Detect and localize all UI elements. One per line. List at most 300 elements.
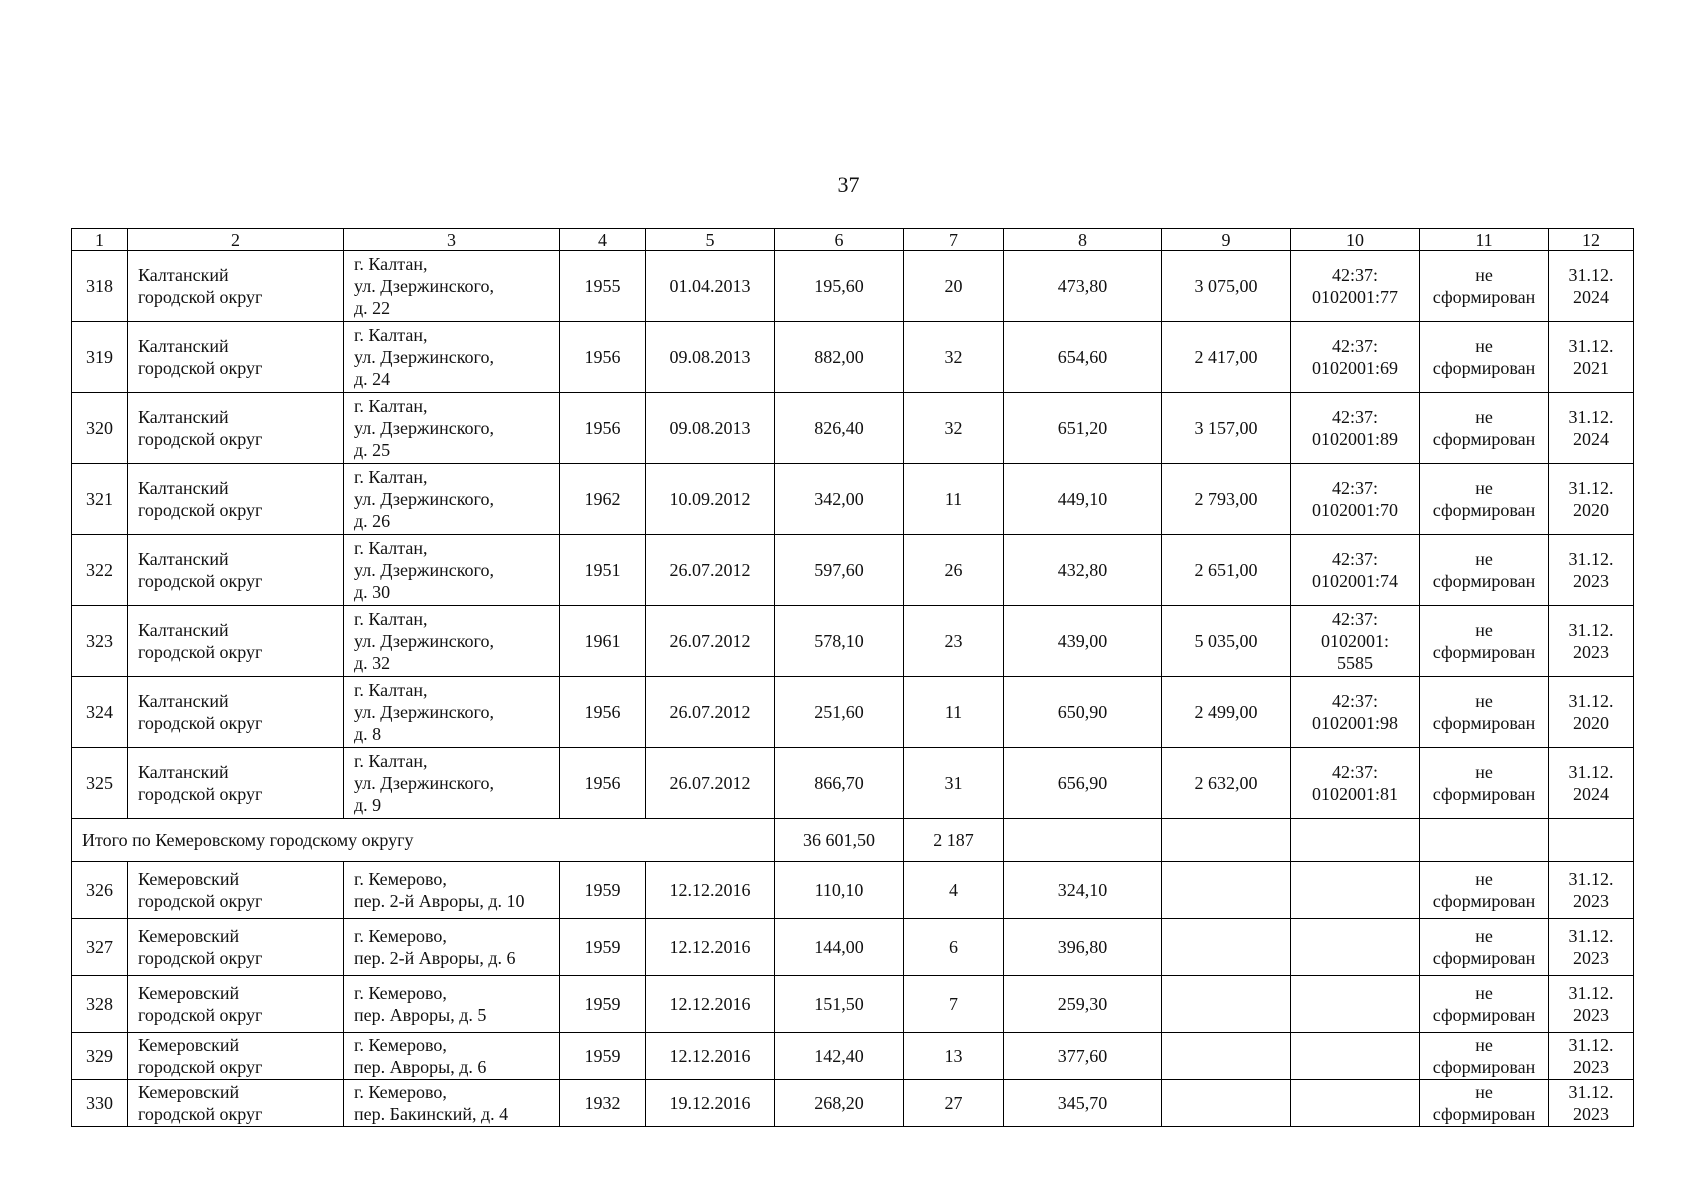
cadastral-number-cell-line: 0102001:81	[1311, 784, 1398, 804]
residents-cell: 6	[904, 919, 1004, 976]
year-built-cell: 1956	[560, 748, 646, 819]
empty-cell	[1004, 819, 1162, 862]
cadastral-number-cell	[1291, 393, 1420, 464]
cadastral-number-cell	[1291, 1033, 1420, 1080]
cadastral-number-cell-line: 42:37:	[1331, 762, 1378, 782]
residents-cell: 23	[904, 606, 1004, 677]
year-built-cell: 1955	[560, 251, 646, 322]
col9-cell: 2 651,00	[1162, 535, 1291, 606]
address-cell	[344, 677, 560, 748]
address-cell-line: г. Калтан,	[354, 609, 428, 629]
year-built-cell: 1959	[560, 976, 646, 1033]
address-cell-line: д. 9	[354, 795, 382, 815]
planned-date-cell	[1549, 1080, 1634, 1127]
column-number: 7	[904, 229, 1004, 251]
address-cell	[344, 251, 560, 322]
planned-date-cell	[1549, 606, 1634, 677]
residents-cell: 20	[904, 251, 1004, 322]
year-built-cell: 1959	[560, 1033, 646, 1080]
year-built-cell: 1956	[560, 322, 646, 393]
table-row	[72, 393, 1634, 464]
planned-date-cell-line: 2023	[1573, 1057, 1609, 1077]
col8-cell: 324,10	[1004, 862, 1162, 919]
land-status-cell	[1420, 748, 1549, 819]
planned-date-cell	[1549, 976, 1634, 1033]
col9-cell: 3 157,00	[1162, 393, 1291, 464]
planned-date-cell-line: 2023	[1573, 642, 1609, 662]
land-status-line: не	[1475, 1082, 1493, 1102]
planned-date-cell-line: 31.12.	[1568, 549, 1614, 569]
municipality-cell	[128, 606, 344, 677]
address-cell-line: г. Калтан,	[354, 680, 428, 700]
address-cell-line: пер. Бакинский, д. 4	[354, 1104, 509, 1124]
address-cell-line: пер. Авроры, д. 5	[354, 1005, 487, 1025]
row-number: 319	[72, 322, 128, 393]
municipality-cell-line: Кемеровский	[138, 983, 240, 1003]
column-number: 1	[72, 229, 128, 251]
land-status-cell	[1420, 919, 1549, 976]
empty-cell	[1420, 819, 1549, 862]
land-status-line: сформирован	[1432, 1104, 1536, 1124]
municipality-cell-line: Калтанский	[138, 620, 229, 640]
row-number: 323	[72, 606, 128, 677]
empty-cell	[1291, 819, 1420, 862]
planned-date-cell	[1549, 322, 1634, 393]
row-number: 330	[72, 1080, 128, 1127]
planned-date-cell	[1549, 535, 1634, 606]
col8-cell: 259,30	[1004, 976, 1162, 1033]
land-status-line: не	[1475, 620, 1493, 640]
column-number-row	[72, 229, 1634, 251]
cadastral-number-cell-line: 42:37:	[1331, 609, 1378, 629]
municipality-cell-line: городской округ	[138, 948, 263, 968]
cadastral-number-cell-line: 42:37:	[1331, 336, 1378, 356]
year-built-cell: 1951	[560, 535, 646, 606]
municipality-cell-line: городской округ	[138, 358, 263, 378]
year-built-cell: 1932	[560, 1080, 646, 1127]
column-number: 12	[1549, 229, 1634, 251]
planned-date-cell-line: 31.12.	[1568, 407, 1614, 427]
residents-cell: 11	[904, 464, 1004, 535]
year-built-cell: 1956	[560, 677, 646, 748]
address-cell-line: ул. Дзержинского,	[354, 560, 494, 580]
col8-cell: 432,80	[1004, 535, 1162, 606]
row-number: 324	[72, 677, 128, 748]
cadastral-number-cell-line: 42:37:	[1331, 549, 1378, 569]
residents-cell: 11	[904, 677, 1004, 748]
col9-cell: 2 417,00	[1162, 322, 1291, 393]
municipality-cell	[128, 251, 344, 322]
address-cell-line: ул. Дзержинского,	[354, 773, 494, 793]
address-cell-line: г. Калтан,	[354, 254, 428, 274]
municipality-cell-line: Калтанский	[138, 265, 229, 285]
col9-cell	[1162, 862, 1291, 919]
land-status-line: сформирован	[1432, 784, 1536, 804]
planned-date-cell-line: 2023	[1573, 891, 1609, 911]
address-cell-line: д. 26	[354, 511, 391, 531]
address-cell-line: г. Кемерово,	[354, 1082, 447, 1102]
row-number: 318	[72, 251, 128, 322]
cadastral-number-cell-line: 0102001:89	[1311, 429, 1398, 449]
municipality-cell	[128, 862, 344, 919]
address-cell-line: г. Калтан,	[354, 396, 428, 416]
municipality-cell-line: городской округ	[138, 500, 263, 520]
col9-cell: 2 632,00	[1162, 748, 1291, 819]
land-status-line: не	[1475, 549, 1493, 569]
municipality-cell-line: Кемеровский	[138, 869, 240, 889]
table-row	[72, 748, 1634, 819]
recognition-date-cell: 19.12.2016	[646, 1080, 775, 1127]
col8-cell: 650,90	[1004, 677, 1162, 748]
cadastral-number-cell	[1291, 535, 1420, 606]
land-status-line: не	[1475, 869, 1493, 889]
land-status-cell	[1420, 606, 1549, 677]
planned-date-cell-line: 2024	[1573, 287, 1609, 307]
planned-date-cell-line: 31.12.	[1568, 478, 1614, 498]
planned-date-cell-line: 2020	[1573, 500, 1609, 520]
land-status-line: сформирован	[1432, 500, 1536, 520]
address-cell-line: д. 22	[354, 298, 391, 318]
total-area: 36 601,50	[775, 819, 904, 862]
row-number: 325	[72, 748, 128, 819]
municipality-cell-line: городской округ	[138, 287, 263, 307]
address-cell	[344, 748, 560, 819]
municipality-cell-line: городской округ	[138, 1104, 263, 1124]
municipality-cell	[128, 1080, 344, 1127]
page-number: 37	[837, 172, 860, 197]
planned-date-cell	[1549, 464, 1634, 535]
land-status-cell	[1420, 464, 1549, 535]
area-cell: 882,00	[775, 322, 904, 393]
empty-cell	[1162, 819, 1291, 862]
municipality-cell	[128, 464, 344, 535]
table-row	[72, 606, 1634, 677]
address-cell-line: ул. Дзержинского,	[354, 276, 494, 296]
address-cell-line: г. Кемерово,	[354, 869, 447, 889]
land-status-cell	[1420, 677, 1549, 748]
municipality-cell	[128, 976, 344, 1033]
land-status-line: сформирован	[1432, 571, 1536, 591]
planned-date-cell-line: 2021	[1573, 358, 1609, 378]
municipality-cell	[128, 535, 344, 606]
land-status-line: не	[1475, 983, 1493, 1003]
recognition-date-cell: 26.07.2012	[646, 535, 775, 606]
col8-cell: 651,20	[1004, 393, 1162, 464]
recognition-date-cell: 12.12.2016	[646, 862, 775, 919]
recognition-date-cell: 12.12.2016	[646, 1033, 775, 1080]
recognition-date-cell: 26.07.2012	[646, 677, 775, 748]
column-number: 8	[1004, 229, 1162, 251]
col8-cell: 656,90	[1004, 748, 1162, 819]
planned-date-cell	[1549, 919, 1634, 976]
table-row	[72, 251, 1634, 322]
recognition-date-cell: 12.12.2016	[646, 976, 775, 1033]
land-status-line: сформирован	[1432, 642, 1536, 662]
col8-cell: 377,60	[1004, 1033, 1162, 1080]
column-number: 2	[128, 229, 344, 251]
row-number: 320	[72, 393, 128, 464]
planned-date-cell-line: 31.12.	[1568, 691, 1614, 711]
col8-cell: 654,60	[1004, 322, 1162, 393]
year-built-cell: 1956	[560, 393, 646, 464]
planned-date-cell-line: 31.12.	[1568, 336, 1614, 356]
municipality-cell-line: Калтанский	[138, 478, 229, 498]
municipality-cell-line: городской округ	[138, 784, 263, 804]
address-cell-line: пер. Авроры, д. 6	[354, 1057, 487, 1077]
recognition-date-cell: 26.07.2012	[646, 606, 775, 677]
land-status-line: не	[1475, 265, 1493, 285]
cadastral-number-cell	[1291, 322, 1420, 393]
municipality-cell-line: городской округ	[138, 429, 263, 449]
residents-cell: 27	[904, 1080, 1004, 1127]
address-cell	[344, 535, 560, 606]
area-cell: 597,60	[775, 535, 904, 606]
recognition-date-cell: 10.09.2012	[646, 464, 775, 535]
planned-date-cell-line: 31.12.	[1568, 869, 1614, 889]
recognition-date-cell: 12.12.2016	[646, 919, 775, 976]
residents-cell: 4	[904, 862, 1004, 919]
land-status-line: сформирован	[1432, 713, 1536, 733]
residents-cell: 32	[904, 322, 1004, 393]
cadastral-number-cell-line: 0102001:70	[1311, 500, 1398, 520]
col9-cell	[1162, 1080, 1291, 1127]
area-cell: 151,50	[775, 976, 904, 1033]
land-status-line: сформирован	[1432, 948, 1536, 968]
column-number: 3	[344, 229, 560, 251]
area-cell: 342,00	[775, 464, 904, 535]
address-cell-line: г. Калтан,	[354, 325, 428, 345]
land-status-cell	[1420, 535, 1549, 606]
cadastral-number-cell	[1291, 862, 1420, 919]
planned-date-cell	[1549, 748, 1634, 819]
col8-cell: 449,10	[1004, 464, 1162, 535]
cadastral-number-cell	[1291, 919, 1420, 976]
planned-date-cell-line: 2023	[1573, 1104, 1609, 1124]
col9-cell: 2 499,00	[1162, 677, 1291, 748]
area-cell: 268,20	[775, 1080, 904, 1127]
total-label: Итого по Кемеровскому городскому округу	[72, 819, 775, 862]
municipality-cell	[128, 677, 344, 748]
land-status-line: сформирован	[1432, 1005, 1536, 1025]
area-cell: 195,60	[775, 251, 904, 322]
planned-date-cell-line: 31.12.	[1568, 1082, 1614, 1102]
address-cell-line: д. 32	[354, 653, 391, 673]
address-cell	[344, 606, 560, 677]
land-status-cell	[1420, 393, 1549, 464]
address-cell	[344, 862, 560, 919]
cadastral-number-cell	[1291, 748, 1420, 819]
total-row	[72, 819, 1634, 862]
address-cell	[344, 1033, 560, 1080]
area-cell: 142,40	[775, 1033, 904, 1080]
residents-cell: 32	[904, 393, 1004, 464]
municipality-cell-line: Калтанский	[138, 691, 229, 711]
cadastral-number-cell-line: 42:37:	[1331, 691, 1378, 711]
table-row	[72, 1033, 1634, 1080]
municipality-cell	[128, 919, 344, 976]
cadastral-number-cell-line: 0102001:	[1320, 631, 1389, 651]
land-status-line: сформирован	[1432, 429, 1536, 449]
address-cell-line: ул. Дзержинского,	[354, 631, 494, 651]
cadastral-number-cell-line: 0102001:77	[1311, 287, 1398, 307]
planned-date-cell-line: 2020	[1573, 713, 1609, 733]
col8-cell: 345,70	[1004, 1080, 1162, 1127]
address-cell-line: г. Кемерово,	[354, 983, 447, 1003]
year-built-cell: 1962	[560, 464, 646, 535]
col9-cell	[1162, 919, 1291, 976]
recognition-date-cell: 01.04.2013	[646, 251, 775, 322]
municipality-cell-line: Кемеровский	[138, 926, 240, 946]
land-status-line: не	[1475, 336, 1493, 356]
land-status-line: не	[1475, 1035, 1493, 1055]
col9-cell	[1162, 1033, 1291, 1080]
address-cell-line: д. 25	[354, 440, 391, 460]
residents-cell: 26	[904, 535, 1004, 606]
planned-date-cell-line: 31.12.	[1568, 926, 1614, 946]
address-cell-line: ул. Дзержинского,	[354, 418, 494, 438]
land-status-cell	[1420, 322, 1549, 393]
land-status-line: сформирован	[1432, 1057, 1536, 1077]
address-cell	[344, 464, 560, 535]
column-number: 6	[775, 229, 904, 251]
land-status-cell	[1420, 1080, 1549, 1127]
column-number: 5	[646, 229, 775, 251]
municipality-cell-line: Калтанский	[138, 336, 229, 356]
address-cell	[344, 919, 560, 976]
col9-cell: 2 793,00	[1162, 464, 1291, 535]
municipality-cell-line: городской округ	[138, 1057, 263, 1077]
address-cell	[344, 976, 560, 1033]
land-status-line: не	[1475, 926, 1493, 946]
year-built-cell: 1959	[560, 862, 646, 919]
recognition-date-cell: 09.08.2013	[646, 322, 775, 393]
area-cell: 826,40	[775, 393, 904, 464]
table-row	[72, 322, 1634, 393]
address-cell	[344, 322, 560, 393]
column-number: 11	[1420, 229, 1549, 251]
planned-date-cell	[1549, 1033, 1634, 1080]
municipality-cell-line: городской округ	[138, 713, 263, 733]
municipality-cell-line: Калтанский	[138, 549, 229, 569]
planned-date-cell-line: 31.12.	[1568, 1035, 1614, 1055]
cadastral-number-cell	[1291, 606, 1420, 677]
address-cell-line: г. Кемерово,	[354, 926, 447, 946]
municipality-cell-line: Кемеровский	[138, 1082, 240, 1102]
cadastral-number-cell-line: 42:37:	[1331, 265, 1378, 285]
residents-cell: 31	[904, 748, 1004, 819]
municipality-cell-line: городской округ	[138, 891, 263, 911]
municipality-cell	[128, 748, 344, 819]
planned-date-cell	[1549, 393, 1634, 464]
column-number: 9	[1162, 229, 1291, 251]
area-cell: 251,60	[775, 677, 904, 748]
land-status-cell	[1420, 1033, 1549, 1080]
cadastral-number-cell	[1291, 677, 1420, 748]
municipality-cell	[128, 322, 344, 393]
land-status-cell	[1420, 976, 1549, 1033]
address-cell-line: г. Калтан,	[354, 467, 428, 487]
row-number: 328	[72, 976, 128, 1033]
land-status-line: не	[1475, 407, 1493, 427]
address-cell-line: ул. Дзержинского,	[354, 702, 494, 722]
col9-cell	[1162, 976, 1291, 1033]
planned-date-cell	[1549, 251, 1634, 322]
planned-date-cell-line: 2023	[1573, 571, 1609, 591]
municipality-cell	[128, 393, 344, 464]
row-number: 327	[72, 919, 128, 976]
table-row	[72, 535, 1634, 606]
planned-date-cell	[1549, 862, 1634, 919]
land-status-line: не	[1475, 691, 1493, 711]
row-number: 322	[72, 535, 128, 606]
table-row	[72, 1080, 1634, 1127]
address-cell-line: пер. 2-й Авроры, д. 6	[354, 948, 516, 968]
planned-date-cell-line: 2023	[1573, 1005, 1609, 1025]
planned-date-cell-line: 2023	[1573, 948, 1609, 968]
col8-cell: 473,80	[1004, 251, 1162, 322]
planned-date-cell-line: 31.12.	[1568, 983, 1614, 1003]
cadastral-number-cell-line: 42:37:	[1331, 478, 1378, 498]
municipality-cell-line: городской округ	[138, 642, 263, 662]
cadastral-number-cell	[1291, 251, 1420, 322]
column-number: 4	[560, 229, 646, 251]
land-status-line: сформирован	[1432, 891, 1536, 911]
land-status-cell	[1420, 251, 1549, 322]
col9-cell: 5 035,00	[1162, 606, 1291, 677]
planned-date-cell-line: 31.12.	[1568, 620, 1614, 640]
year-built-cell: 1959	[560, 919, 646, 976]
land-status-line: не	[1475, 762, 1493, 782]
municipality-cell	[128, 1033, 344, 1080]
column-number: 10	[1291, 229, 1420, 251]
land-status-cell	[1420, 862, 1549, 919]
table-row	[72, 464, 1634, 535]
address-cell-line: ул. Дзержинского,	[354, 347, 494, 367]
row-number: 329	[72, 1033, 128, 1080]
address-cell-line: пер. 2-й Авроры, д. 10	[354, 891, 525, 911]
table-row	[72, 862, 1634, 919]
col8-cell: 439,00	[1004, 606, 1162, 677]
cadastral-number-cell-line: 5585	[1337, 653, 1373, 673]
total-residents: 2 187	[904, 819, 1004, 862]
planned-date-cell	[1549, 677, 1634, 748]
municipality-cell-line: Калтанский	[138, 762, 229, 782]
housing-table	[71, 228, 1634, 1127]
residents-cell: 13	[904, 1033, 1004, 1080]
land-status-line: не	[1475, 478, 1493, 498]
recognition-date-cell: 26.07.2012	[646, 748, 775, 819]
cadastral-number-cell-line: 42:37:	[1331, 407, 1378, 427]
cadastral-number-cell-line: 0102001:98	[1311, 713, 1398, 733]
address-cell-line: д. 30	[354, 582, 391, 602]
table-body	[72, 229, 1634, 1127]
cadastral-number-cell-line: 0102001:69	[1311, 358, 1398, 378]
land-status-line: сформирован	[1432, 358, 1536, 378]
cadastral-number-cell	[1291, 976, 1420, 1033]
year-built-cell: 1961	[560, 606, 646, 677]
address-cell-line: д. 8	[354, 724, 382, 744]
cadastral-number-cell-line: 0102001:74	[1311, 571, 1398, 591]
table-row	[72, 919, 1634, 976]
col8-cell: 396,80	[1004, 919, 1162, 976]
municipality-cell-line: Кемеровский	[138, 1035, 240, 1055]
area-cell: 866,70	[775, 748, 904, 819]
municipality-cell-line: Калтанский	[138, 407, 229, 427]
address-cell-line: г. Кемерово,	[354, 1035, 447, 1055]
municipality-cell-line: городской округ	[138, 571, 263, 591]
area-cell: 110,10	[775, 862, 904, 919]
row-number: 321	[72, 464, 128, 535]
